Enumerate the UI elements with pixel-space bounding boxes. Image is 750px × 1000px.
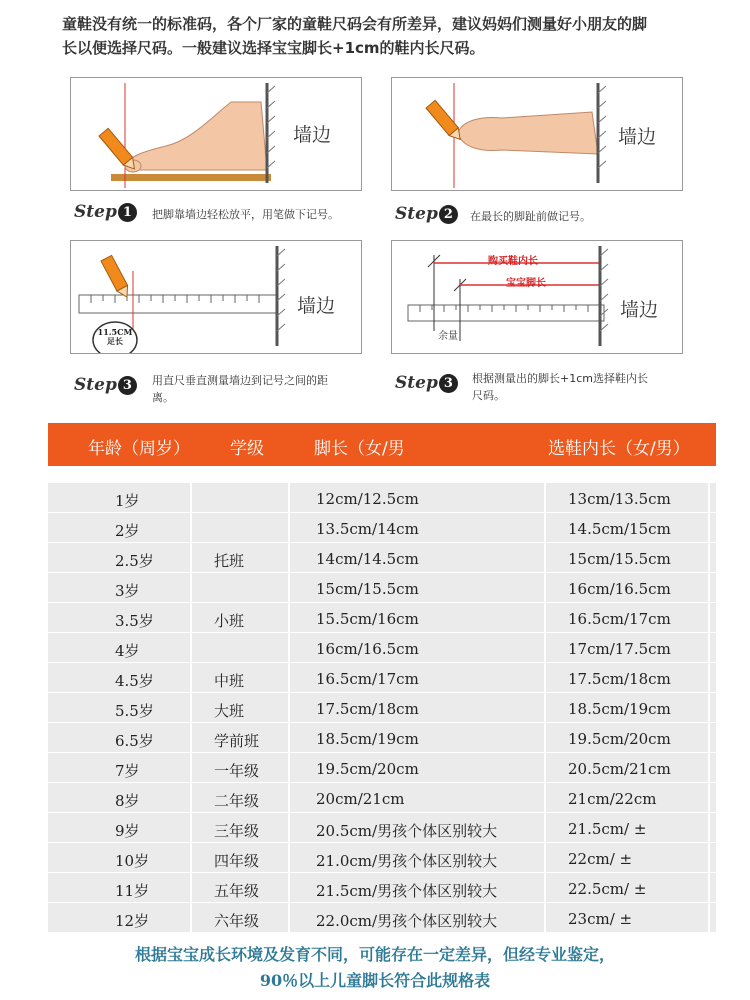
column-divider	[544, 483, 546, 933]
table-row	[48, 633, 716, 663]
cell-age: 1岁	[115, 492, 140, 510]
step1-illustration	[70, 77, 362, 191]
cell-shoe-length: 16.5cm/17cm	[568, 610, 671, 628]
header-foot-length: 脚长（女/男	[314, 439, 405, 459]
cell-age: 7岁	[115, 762, 140, 780]
size-table-header	[48, 423, 716, 466]
cell-age: 11岁	[115, 882, 150, 900]
step3-label	[74, 375, 137, 395]
step4-illustration	[391, 240, 683, 354]
column-divider	[190, 483, 192, 933]
cell-shoe-length: 15cm/15.5cm	[568, 550, 671, 568]
cell-age: 4.5岁	[115, 672, 154, 690]
table-row	[48, 723, 716, 753]
cell-foot-length: 22.0cm/男孩个体区别较大	[316, 912, 498, 930]
step4-text	[472, 370, 648, 404]
cell-age: 3岁	[115, 582, 140, 600]
table-row	[48, 543, 716, 573]
header-age: 年龄（周岁）	[88, 439, 190, 459]
cell-foot-length: 21.5cm/男孩个体区别较大	[316, 882, 498, 900]
intro-text	[62, 12, 702, 60]
table-row	[48, 513, 716, 543]
cell-shoe-length: 22.5cm/ ±	[568, 880, 647, 898]
step-word: Step	[74, 375, 117, 395]
step-word: Step	[395, 204, 438, 224]
cell-shoe-length: 21.5cm/ ±	[568, 820, 647, 838]
table-row	[48, 783, 716, 813]
header-grade: 学级	[230, 439, 264, 459]
wall-label: 墙边	[620, 299, 659, 321]
cell-grade: 小班	[214, 612, 245, 630]
cell-shoe-length: 23cm/ ±	[568, 910, 633, 928]
table-row	[48, 603, 716, 633]
cell-foot-length: 14cm/14.5cm	[316, 550, 419, 568]
table-row	[48, 483, 716, 513]
step2-illustration	[391, 77, 683, 191]
cell-shoe-length: 17.5cm/18cm	[568, 670, 671, 688]
step4-text-line-1: 根据测量出的脚长+1cm选择鞋内长	[472, 372, 648, 385]
cell-shoe-length: 18.5cm/19cm	[568, 700, 671, 718]
cell-foot-length: 15cm/15.5cm	[316, 580, 419, 598]
step-number: 3	[439, 374, 458, 393]
foot-length-caption: 足长	[107, 336, 123, 346]
cell-age: 6.5岁	[115, 732, 154, 750]
cell-grade: 大班	[214, 702, 245, 720]
buy-length-label: 购买鞋内长	[488, 256, 538, 267]
step1-label	[74, 202, 137, 222]
table-row	[48, 753, 716, 783]
cell-foot-length: 20cm/21cm	[316, 790, 405, 808]
cell-shoe-length: 16cm/16.5cm	[568, 580, 671, 598]
intro-line-2: 长以便选择尺码。一般建议选择宝宝脚长+1cm的鞋内长尺码。	[62, 39, 485, 57]
cell-shoe-length: 17cm/17.5cm	[568, 640, 671, 658]
step4-label	[395, 373, 458, 393]
cell-age: 5.5岁	[115, 702, 154, 720]
cell-foot-length: 16cm/16.5cm	[316, 640, 419, 658]
step3-illustration	[70, 240, 362, 354]
cell-shoe-length: 20.5cm/21cm	[568, 760, 671, 778]
cell-age: 8岁	[115, 792, 140, 810]
cell-age: 4岁	[115, 642, 140, 660]
cell-grade: 三年级	[214, 822, 260, 840]
step-word: Step	[395, 373, 438, 393]
cell-grade: 一年级	[214, 762, 260, 780]
table-row	[48, 813, 716, 843]
cell-shoe-length: 21cm/22cm	[568, 790, 657, 808]
table-row	[48, 873, 716, 903]
step3-text	[152, 372, 328, 406]
cell-foot-length: 15.5cm/16cm	[316, 610, 419, 628]
cell-age: 2岁	[115, 522, 140, 540]
cell-grade: 中班	[214, 672, 245, 690]
cell-foot-length: 16.5cm/17cm	[316, 670, 419, 688]
cell-shoe-length: 19.5cm/20cm	[568, 730, 671, 748]
cell-foot-length: 19.5cm/20cm	[316, 760, 419, 778]
step3-text-line-2: 离。	[152, 391, 174, 404]
table-row	[48, 573, 716, 603]
table-row	[48, 693, 716, 723]
column-divider	[708, 483, 710, 933]
cell-grade: 学前班	[214, 732, 260, 750]
baby-length-label: 宝宝脚长	[506, 278, 546, 289]
step-number: 3	[118, 376, 137, 395]
cell-grade: 六年级	[214, 912, 260, 930]
size-table	[48, 483, 716, 933]
cell-grade: 二年级	[214, 792, 260, 810]
wall-label: 墙边	[297, 295, 336, 317]
cell-foot-length: 17.5cm/18cm	[316, 700, 419, 718]
step2-text: 在最长的脚趾前做记号。	[470, 210, 591, 223]
header-shoe-length: 选鞋内长（女/男）	[548, 439, 690, 459]
cell-foot-length: 18.5cm/19cm	[316, 730, 419, 748]
wall-label: 墙边	[293, 124, 332, 146]
column-divider	[288, 483, 290, 933]
table-row	[48, 903, 716, 933]
step1-text: 把脚靠墙边轻松放平，用笔做下记号。	[152, 208, 339, 221]
wall-label: 墙边	[618, 126, 657, 148]
step-word: Step	[74, 202, 117, 222]
cell-foot-length: 12cm/12.5cm	[316, 490, 419, 508]
cell-age: 3.5岁	[115, 612, 154, 630]
cell-age: 2.5岁	[115, 552, 154, 570]
cell-grade: 五年级	[214, 882, 260, 900]
intro-line-1: 童鞋没有统一的标准码，各个厂家的童鞋尺码会有所差异，建议妈妈们测量好小朋友的脚	[62, 15, 648, 33]
footer-note-line-2: 90％以上儿童脚长符合此规格表	[259, 971, 491, 990]
step2-label	[395, 204, 458, 224]
cell-age: 12岁	[115, 912, 150, 930]
cell-age: 10岁	[115, 852, 150, 870]
step-number: 2	[439, 205, 458, 224]
row-divider	[48, 932, 716, 933]
footer-note-line-1: 根据宝宝成长环境及发育不同，可能存在一定差异，但经专业鉴定，	[134, 945, 615, 964]
margin-label: 余量	[438, 331, 458, 342]
cell-shoe-length: 14.5cm/15cm	[568, 520, 671, 538]
cell-grade: 四年级	[214, 852, 260, 870]
cell-age: 9岁	[115, 822, 140, 840]
step-number: 1	[118, 203, 137, 222]
table-row	[48, 663, 716, 693]
foot-length-badge	[93, 328, 137, 346]
cell-foot-length: 13.5cm/14cm	[316, 520, 419, 538]
cell-shoe-length: 22cm/ ±	[568, 850, 633, 868]
cell-foot-length: 20.5cm/男孩个体区别较大	[316, 822, 498, 840]
foot-length-value: 11.5CM	[97, 327, 133, 337]
cell-shoe-length: 13cm/13.5cm	[568, 490, 671, 508]
step3-text-line-1: 用直尺垂直测量墙边到记号之间的距	[152, 374, 328, 387]
table-row	[48, 843, 716, 873]
cell-grade: 托班	[214, 552, 245, 570]
cell-foot-length: 21.0cm/男孩个体区别较大	[316, 852, 498, 870]
step4-text-line-2: 尺码。	[472, 389, 505, 402]
